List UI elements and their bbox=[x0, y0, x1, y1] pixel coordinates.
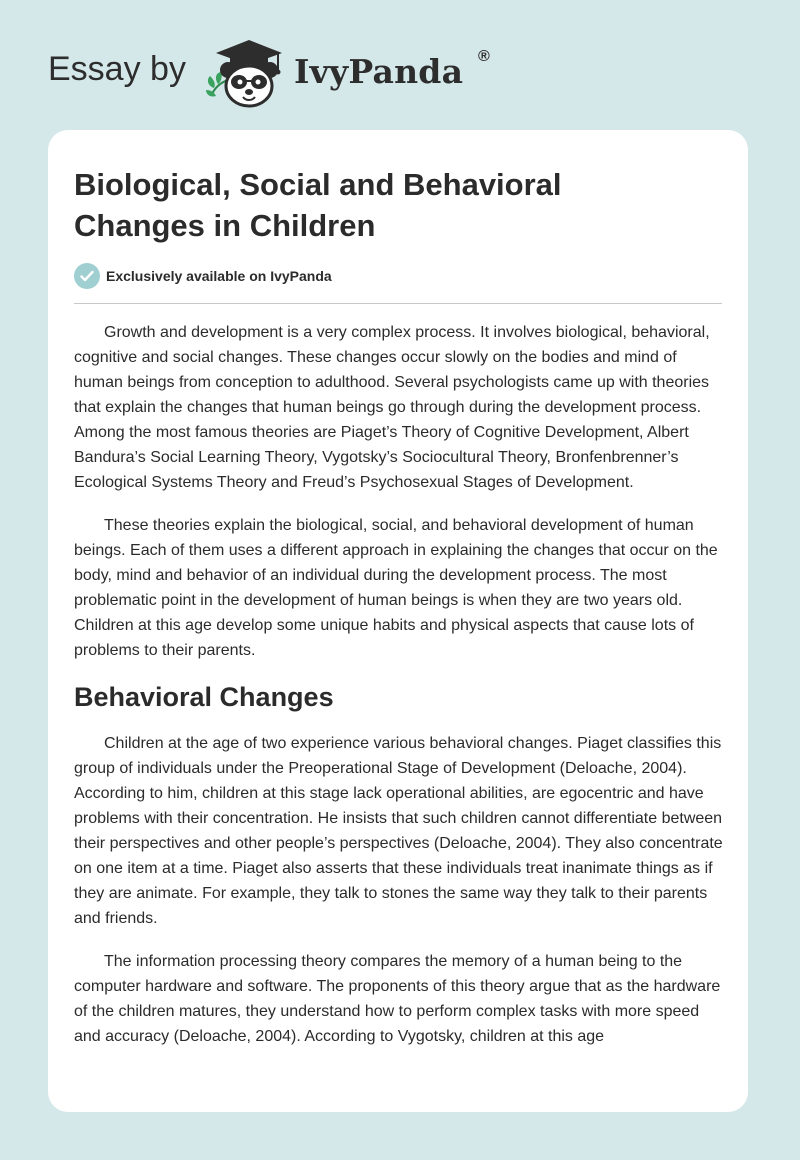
exclusive-badge-text: Exclusively available on IvyPanda bbox=[106, 268, 332, 284]
registered-mark: ® bbox=[478, 48, 490, 65]
paragraph: These theories explain the biological, social, and behavioral development of human beings. Each of them uses a different approach in explaining the changes that occur on the body, mind and behavior of an individual during the development process. The most problematic point in the development of human beings is when they are two years old. Children at this age develop some unique habits and physical aspects that cause lots of problems to their parents. bbox=[74, 517, 718, 659]
paragraph: The information processing theory compares the memory of a human being to the computer hardware and software. The proponents of this theory argue that as the hardware of the children matures, they understand how to perform complex tasks with more speed and accuracy (Deloache, 2004). According to Vygotsky, children at this age bbox=[74, 953, 721, 1045]
essay-card bbox=[48, 130, 748, 1112]
section-heading: Behavioral Changes bbox=[74, 682, 334, 712]
brand-prefix: Essay by bbox=[48, 50, 186, 88]
paragraph: Children at the age of two experience various behavioral changes. Piaget classifies this group of individuals under the Preoperational Stage of Development (Deloache, 2004). According to him, children at this stage lack operational abilities, are egocentric and have problems with their concentration. He insists that such children cannot differentiate between their perspectives and other people’s perspectives (Deloache, 2004). They also concentrate on one item at a time. Piaget also asserts that these individuals treat inanimate things as if they are animate. For example, they talk to stones the same way they talk to their parents and friends. bbox=[74, 735, 723, 927]
essay-body bbox=[74, 320, 724, 1067]
paragraph: Growth and development is a very complex process. It involves biological, behavioral, cognitive and social changes. These changes occur slowly on the bodies and mind of human beings from conception to adulthood. Several psychologists came up with theories that explain the changes that human beings go through during the development process. Among the most famous theories are Piaget’s Theory of Cognitive Development, Albert Bandura’s Social Learning Theory, Vygotsky’s Sociocultural Theory, Bronfenbrenner’s Ecological Systems Theory and Freud’s Psychosexual Stages of Development. bbox=[74, 324, 710, 491]
brand-name[interactable]: IvyPanda bbox=[294, 52, 464, 91]
exclusive-badge bbox=[74, 263, 332, 289]
panda-logo-icon[interactable] bbox=[202, 36, 292, 110]
site-header bbox=[48, 36, 508, 112]
essay-title: Biological, Social and Behavioral Changes in Children bbox=[74, 167, 562, 243]
check-circle-icon bbox=[74, 263, 100, 289]
title-divider bbox=[74, 303, 722, 304]
